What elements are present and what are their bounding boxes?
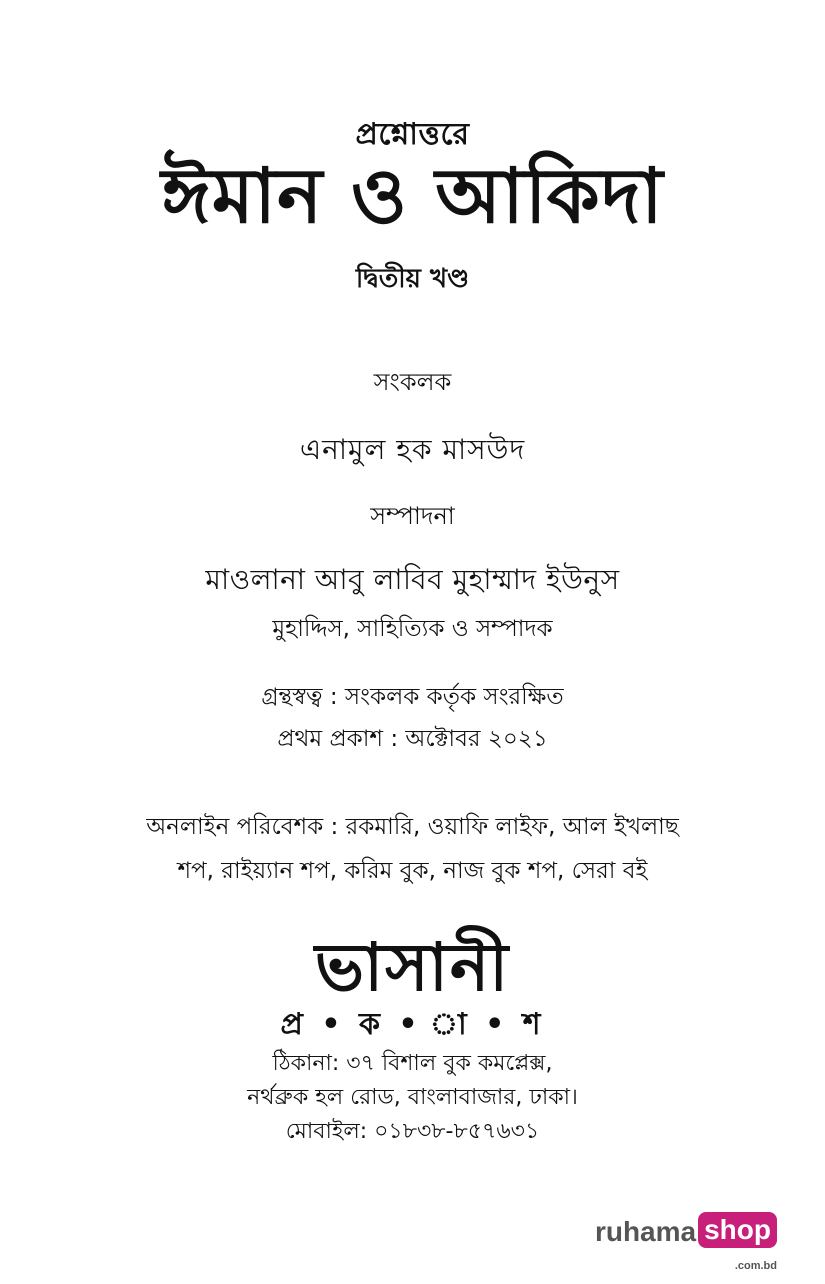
book-subtitle: প্রশ্নোত্তরে bbox=[355, 117, 470, 152]
publisher-logo: ভাসানী bbox=[314, 929, 511, 1006]
publisher-address-line-2: নর্থব্রুক হল রোড, বাংলাবাজার, ঢাকা। bbox=[247, 1085, 578, 1110]
copyright-line: গ্রন্থস্বত্ব : সংকলক কর্তৃক সংরক্ষিত bbox=[261, 684, 564, 710]
book-volume: দ্বিতীয় খণ্ড bbox=[355, 264, 470, 294]
book-title: ঈমান ও আকিদা bbox=[161, 151, 664, 240]
watermark-shop-text: shop bbox=[704, 1214, 771, 1245]
watermark-domain-suffix: .com.bd bbox=[734, 1260, 777, 1272]
watermark-shop-badge bbox=[698, 1212, 777, 1272]
publisher-mobile: মোবাইল: ০১৮৩৮-৮৫৭৬৩১ bbox=[285, 1119, 540, 1144]
distributors-line-2: শপ, রাইয়্যান শপ, করিম বুক, নাজ বুক শপ, সেরা বই bbox=[177, 858, 648, 884]
editor-name: মাওলানা আবু লাবিব মুহাম্মাদ ইউনুস bbox=[205, 563, 620, 596]
ruhamashop-watermark bbox=[594, 1212, 777, 1272]
editor-description: মুহাদ্দিস, সাহিত্যিক ও সম্পাদক bbox=[272, 616, 553, 642]
compiler-name: এনামুল হক মাসউদ bbox=[299, 433, 526, 466]
editor-label: সম্পাদনা bbox=[370, 502, 455, 530]
watermark-left-text: ruhama bbox=[594, 1216, 697, 1247]
compiler-label: সংকলক bbox=[373, 368, 452, 396]
publisher-logo-subtext: প্র • ক • া • শ bbox=[280, 1007, 545, 1042]
edition-line: প্রথম প্রকাশ : অক্টোবর ২০২১ bbox=[277, 726, 548, 752]
publisher-address-line-1: ঠিকানা: ৩৭ বিশাল বুক কমপ্লেক্স, bbox=[272, 1051, 553, 1076]
distributors-line-1: অনলাইন পরিবেশক : রকমারি, ওয়াফি লাইফ, আল ইখলাছ bbox=[146, 814, 679, 840]
